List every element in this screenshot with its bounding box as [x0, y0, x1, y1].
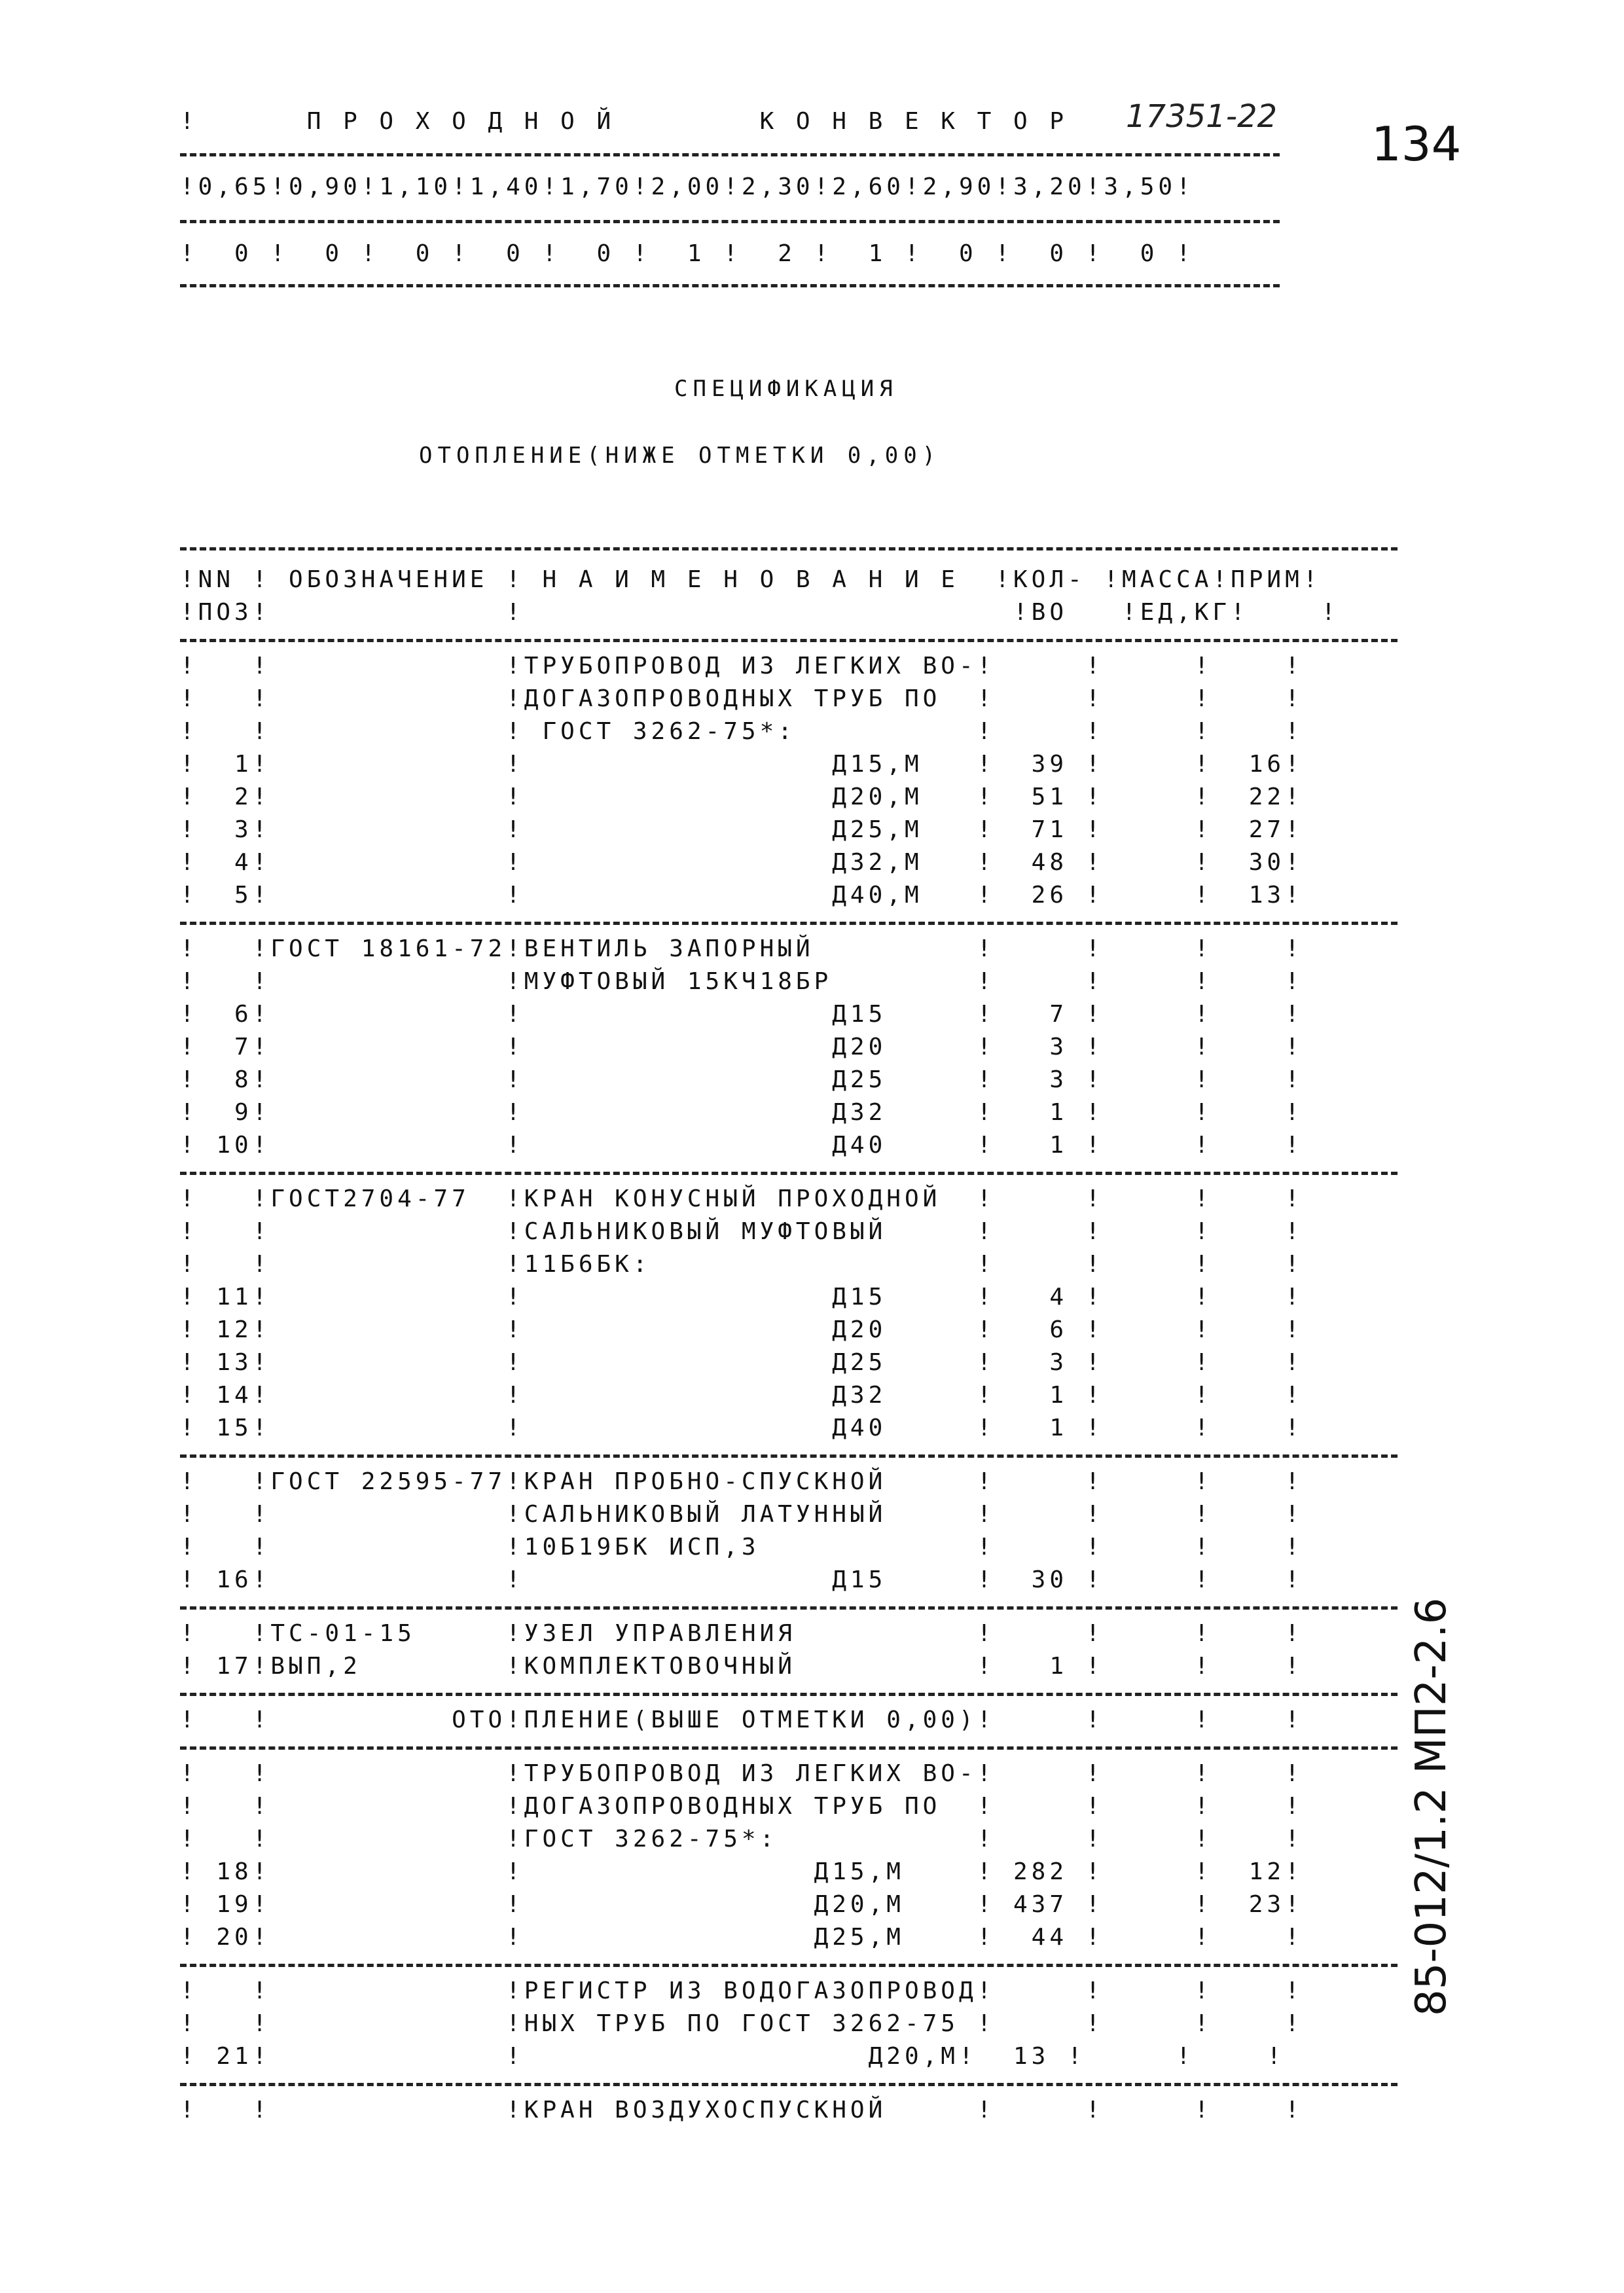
table-row: ! ! !САЛЬНИКОВЫЙ МУФТОВЫЙ ! ! ! !	[180, 1218, 1303, 1245]
table-row: ! 15! ! Д40 ! 1 ! ! !	[180, 1415, 1303, 1441]
table-row: ! ! !ТРУБОПРОВОД ИЗ ЛЕГКИХ ВО-! ! ! !	[180, 653, 1303, 679]
table-row: ! 16! ! Д15 ! 30 ! ! !	[180, 1566, 1303, 1593]
table-row: ! ! !10Б19БК ИСП,3 ! ! ! !	[180, 1534, 1303, 1561]
table-row: ! 3! ! Д25,М ! 71 ! ! 27!	[180, 816, 1303, 843]
table-row-rule	[180, 1172, 1398, 1175]
table-row-rule	[180, 1746, 1398, 1750]
table-row: ! 17!ВЫП,2 !КОМПЛЕКТОВОЧНЫЙ ! 1 ! ! !	[180, 1653, 1303, 1680]
table-row: ! ! ! ГОСТ 3262-75*: ! ! ! !	[180, 718, 1303, 745]
table-row: ! ! ОТО!ПЛЕНИЕ(ВЫШЕ ОТМЕТКИ 0,00)! ! ! !	[180, 1706, 1303, 1733]
table-row: ! 1! ! Д15,М ! 39 ! ! 16!	[180, 751, 1303, 778]
counts-row: ! 0 ! 0 ! 0 ! 0 ! 0 ! 1 ! 2 ! 1 ! 0 ! 0 ! 0 !	[180, 240, 1195, 267]
table-row: ! 14! ! Д32 ! 1 ! ! !	[180, 1382, 1303, 1409]
table-row: ! 13! ! Д25 ! 3 ! ! !	[180, 1349, 1303, 1376]
table-row: ! 20! ! Д25,М ! 44 ! ! !	[180, 1924, 1303, 1951]
table-row: ! 10! ! Д40 ! 1 ! ! !	[180, 1132, 1303, 1159]
table-row: ! 5! ! Д40,М ! 26 ! ! 13!	[180, 882, 1303, 909]
table-row: ! ! !ГОСТ 3262-75*: ! ! ! !	[180, 1826, 1303, 1852]
table-row-rule	[180, 1964, 1398, 1967]
table-row: ! !ГОСТ 22595-77!КРАН ПРОБНО-СПУСКНОЙ ! ! ! !	[180, 1468, 1303, 1495]
header-rule-1	[180, 153, 1280, 156]
table-row: ! 7! ! Д20 ! 3 ! ! !	[180, 1034, 1303, 1060]
table-row: ! 4! ! Д32,М ! 48 ! ! 30!	[180, 849, 1303, 876]
table-row: ! 18! ! Д15,М ! 282 ! ! 12!	[180, 1858, 1303, 1885]
table-row-rule	[180, 1454, 1398, 1458]
table-row: ! 6! ! Д15 ! 7 ! ! !	[180, 1001, 1303, 1028]
header-rule-3	[180, 284, 1280, 287]
table-row-rule	[180, 1606, 1398, 1610]
side-stamp: 85-012/1.2 МП2-2.6	[1407, 1597, 1456, 2016]
diameters-row: !0,65!0,90!1,10!1,40!1,70!2,00!2,30!2,60!2,90!3,20!3,50!	[180, 173, 1195, 200]
table-row: ! !ТС-01-15 !УЗЕЛ УПРАВЛЕНИЯ ! ! ! !	[180, 1620, 1303, 1647]
table-row: ! 2! ! Д20,М ! 51 ! ! 22!	[180, 784, 1303, 810]
table-row: ! ! !ДОГАЗОПРОВОДНЫХ ТРУБ ПО ! ! ! !	[180, 1793, 1303, 1820]
table-row: ! 9! ! Д32 ! 1 ! ! !	[180, 1099, 1303, 1126]
table-row: !NN ! ОБОЗНАЧЕНИЕ ! Н А И М Е Н О В А Н И Е !КОЛ- !МАССА!ПРИМ!	[180, 566, 1322, 593]
table-row: ! ! !КРАН ВОЗДУХОСПУСКНОЙ ! ! ! !	[180, 2097, 1303, 2123]
table-row: ! !ГОСТ2704-77 !КРАН КОНУСНЫЙ ПРОХОДНОЙ ! ! ! !	[180, 1185, 1303, 1212]
table-row: ! ! !ТРУБОПРОВОД ИЗ ЛЕГКИХ ВО-! ! ! !	[180, 1760, 1303, 1787]
table-row-rule	[180, 2083, 1398, 2086]
table-row: ! ! !МУФТОВЫЙ 15КЧ18БР ! ! ! !	[180, 968, 1303, 995]
table-row: ! ! !НЫХ ТРУБ ПО ГОСТ 3262-75 ! ! ! !	[180, 2010, 1303, 2037]
table-top-rule	[180, 547, 1398, 551]
table-row: ! 8! ! Д25 ! 3 ! ! !	[180, 1066, 1303, 1093]
table-row: ! ! !ДОГАЗОПРОВОДНЫХ ТРУБ ПО ! ! ! !	[180, 685, 1303, 712]
table-row: ! 21! ! Д20,М! 13 ! ! !	[180, 2043, 1286, 2070]
table-row: ! 12! ! Д20 ! 6 ! ! !	[180, 1316, 1303, 1343]
page-number: 134	[1371, 117, 1462, 172]
convector-header: ! П Р О Х О Д Н О Й К О Н В Е К Т О Р	[180, 108, 1068, 135]
table-row-rule	[180, 639, 1398, 642]
table-row: !ПОЗ! ! !ВО !ЕД,КГ! !	[180, 599, 1340, 626]
table-row: ! !ГОСТ 18161-72!ВЕНТИЛЬ ЗАПОРНЫЙ ! ! ! !	[180, 935, 1303, 962]
table-row: ! 11! ! Д15 ! 4 ! ! !	[180, 1284, 1303, 1310]
table-row: ! 19! ! Д20,М ! 437 ! ! 23!	[180, 1891, 1303, 1918]
handwritten-code: 17351-22	[1126, 98, 1278, 135]
header-rule-2	[180, 220, 1280, 223]
table-row-rule	[180, 922, 1398, 925]
table-row: ! ! !РЕГИСТР ИЗ ВОДОГАЗОПРОВОД! ! ! !	[180, 1977, 1303, 2004]
table-row: ! ! !11Б6БК: ! ! ! !	[180, 1251, 1303, 1278]
table-row-rule	[180, 1693, 1398, 1696]
spec-title: СПЕЦИФИКАЦИЯ	[674, 376, 898, 402]
table-row: ! ! !САЛЬНИКОВЫЙ ЛАТУННЫЙ ! ! ! !	[180, 1501, 1303, 1528]
section-title: ОТОПЛЕНИЕ(НИЖЕ ОТМЕТКИ 0,00)	[419, 442, 941, 469]
